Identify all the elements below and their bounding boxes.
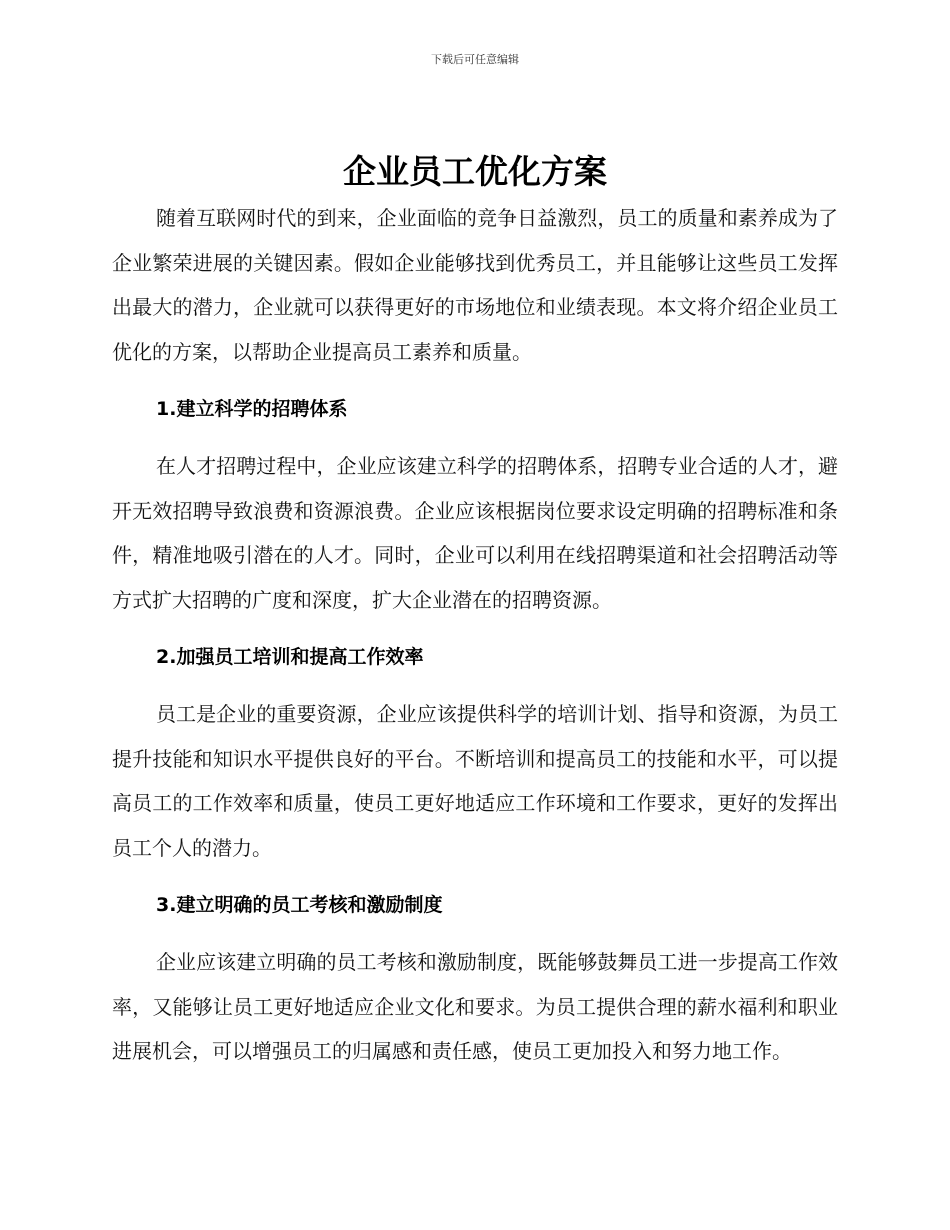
intro-paragraph: 随着互联网时代的到来，企业面临的竞争日益激烈，员工的质量和素养成为了企业繁荣进展的关键因素。假如企业能够找到优秀员工，并且能够让这些员工发挥出最大的潜力，企业就可以获得更好的市场地位和业绩表现。本文将介绍企业员工优化的方案，以帮助企业提高员工素养和质量。 bbox=[112, 206, 838, 364]
section-heading-training: 2.加强员工培训和提高工作效率 bbox=[156, 646, 424, 668]
section-heading-recruitment: 1.建立科学的招聘体系 bbox=[156, 398, 348, 420]
section-body-recruitment: 在人才招聘过程中，企业应该建立科学的招聘体系，招聘专业合适的人才，避开无效招聘导致浪费和资源浪费。企业应该根据岗位要求设定明确的招聘标准和条件，精准地吸引潜在的人才。同时，企业可以利用在线招聘渠道和社会招聘活动等方式扩大招聘的广度和深度，扩大企业潜在的招聘资源。 bbox=[112, 454, 838, 612]
document-body bbox=[112, 196, 838, 1074]
section-body-training: 员工是企业的重要资源，企业应该提供科学的培训计划、指导和资源，为员工提升技能和知识水平提供良好的平台。不断培训和提高员工的技能和水平，可以提高员工的工作效率和质量，使员工更好地适应工作环境和工作要求，更好的发挥出员工个人的潜力。 bbox=[112, 702, 838, 860]
document-title: 企业员工优化方案 bbox=[343, 152, 607, 191]
section-body-assessment: 企业应该建立明确的员工考核和激励制度，既能够鼓舞员工进一步提高工作效率，又能够让员工更好地适应企业文化和要求。为员工提供合理的薪水福利和职业进展机会，可以增强员工的归属感和责任感，使员工更加投入和努力地工作。 bbox=[112, 950, 838, 1063]
page-header-note: 下载后可任意编辑 bbox=[431, 53, 519, 66]
section-heading-assessment: 3.建立明确的员工考核和激励制度 bbox=[156, 894, 443, 916]
